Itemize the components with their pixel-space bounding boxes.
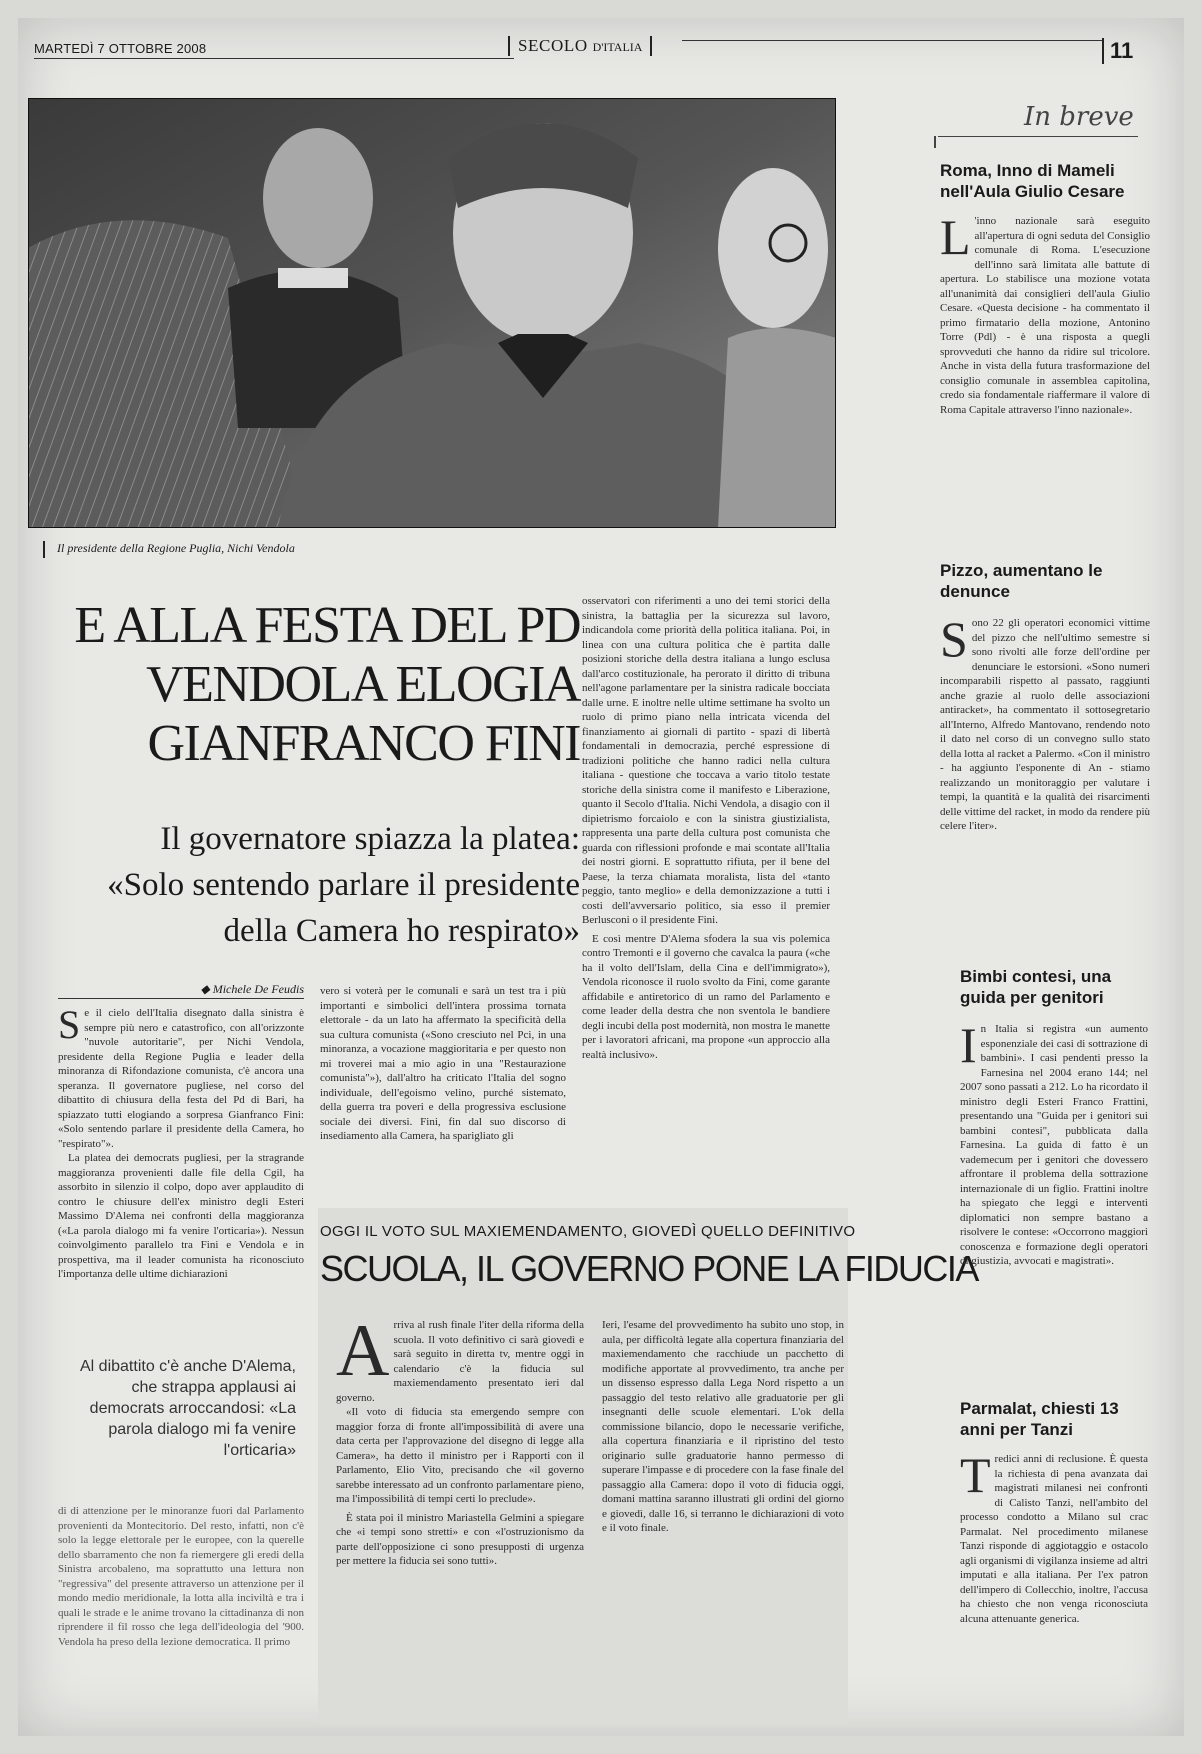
newspaper-page	[18, 18, 1184, 1736]
byline: ◆ Michele De Feudis	[58, 982, 304, 999]
masthead-rule	[34, 58, 514, 59]
brief-body	[940, 214, 1150, 544]
drop-cap: S	[58, 1006, 81, 1047]
article-column-1	[58, 1006, 304, 1328]
sidebar-rule-mark	[934, 136, 936, 148]
article-photo	[28, 98, 836, 528]
column-paragraph: È stata poi il ministro Mariastella Gelmini a spiegare che «i tempi sono stretti» e con «l'ostruzionismo da parte dell'opposizione ci sono presupposti di urgenza per mettere la fiducia sei sono tutti».	[336, 1511, 584, 1567]
column-text: rriva al rush finale l'iter della riforma della scuola. Il voto definitivo ci sarà giovedì e sarà seguito in diretta tv, mentre oggi in calendario c'è la fiducia sul maxiemendamento presentato ieri dal governo.	[336, 1319, 584, 1404]
article-column-3	[582, 594, 830, 1092]
headline-line: GIANFRANCO FINI	[147, 715, 580, 772]
headline-line: VENDOLA ELOGIA	[146, 656, 580, 713]
scuola-headline: SCUOLA, IL GOVERNO PONE LA FIDUCIA	[320, 1248, 978, 1289]
in-breve-label: In breve	[1024, 102, 1134, 132]
drop-cap: L	[940, 214, 971, 265]
article-headline	[28, 596, 580, 773]
column-paragraph: La platea dei democrats pugliesi, per la stragrande maggioranza provenienti dalle file della Cgil, ha assorbito in silenzio il colpo, dopo aver applaudito di contro le chiusure dell'ex ministro degli Esteri Massimo D'Alema nei confronti della maggioranza («La parola dialogo mi fa venire l'orticaria»). Nessun coinvolgimento parallelo tra Fini e Vendola e in prospettiva, ma il leader comunista ha riconosciuto l'importanza delle ultime dichiarazioni	[58, 1152, 304, 1280]
photo-caption: Il presidente della Regione Puglia, Nichi Vendola	[43, 541, 295, 558]
newspaper-name	[508, 36, 652, 56]
column-paragraph: «Il voto di fiducia sta emergendo sempre con maggior forza di fronte all'impossibilità di avere una data certa per l'approvazione del disegno di legge alla Camera», ha detto il ministro per i Rapporti con il Parlamento, Elio Vito, precisando che «il governo sarebbe interessato ad un confronto parlamentare pieno, ma l'impossibilità di tempi certi lo preclude».	[336, 1406, 584, 1505]
pull-quote: Al dibattito c'è anche D'Alema, che strappa applausi ai democrats arroccandosi: «La parola dialogo mi fa venire l'orticaria»	[80, 1358, 296, 1459]
brief-body	[960, 1022, 1148, 1378]
brief-text: n Italia si registra «un aumento esponenziale dei casi di sottrazione di bambini». I casi pendenti presso la Farnesina nel 2004 erano 144; nel 2007 sono passati a 212. Lo ha ricordato il ministro degli Esteri Franco Frattini, presentando una "Guida per i genitori sui bambini contesi", pubblicata dalla Farnesina. La guida di fatto è un vademecum per i genitori che dovessero affrontare il problema della sottrazione internazionale di un figlio. Frattini inoltre ha spiegato che leggi e interventi diplomatici non sempre bastano a risolvere le contese: «Occorrono maggiori conoscenza e formazione degli operatori di giustizia, avvocati e magistrati».	[960, 1023, 1148, 1267]
scuola-column-2: Ieri, l'esame del provvedimento ha subito uno stop, in aula, per difficoltà legate alla copertura finanziaria del maxiemendamento che racchiude un pacchetto di modifiche apportate al provvedimento, tra anche per un dissenso espresso dalla Lega Nord rispetto a un passaggio del testo relativo alle graduatorie per gli insegnanti delle scuole elementari. L'ok della commissione bilancio, dopo le necessarie verifiche, alla copertura finanziaria e il ripristino del testo originario sulle graduatorie hanno permesso di superare l'impasse e di procedere con la fase finale del passaggio alla Camera: dopo il voto di fiducia oggi, domani mattina saranno illustrati gli ordini del giorno e giovedì, dalle 16, si terranno le dichiarazioni di voto e il voto finale.	[602, 1319, 844, 1534]
brief-title: Pizzo, aumentano le denunce	[940, 561, 1103, 601]
drop-cap: S	[940, 616, 968, 667]
article-column-1-continued: di di attenzione per le minoranze fuori dal Parlamento provenienti da Montecitorio. Del resto, infatti, non c'è solo la legge elettorale per le europee, con la querelle dello sbarramento che non fa riemergere gli eredi della Sinistra arcobaleno, ma soprattutto una lettura non "regressiva" del presente attraverso un attenzione per il mondo medio meridionale, la lotta alla inciviltà e tra i quali le strade e le anime trovano la cittadinanza di non riprendere il fil rosso che lega dell'ideologia del '900. Vendola ha preso della lezione democratica. Il primo	[58, 1505, 304, 1648]
column-paragraph: E così mentre D'Alema sfodera la sua vis polemica contro Tremonti e il governo che cavalca la paura («che ha il volto dell'Islam, della Cina e dell'immigrato»), Vendola riconosce il ruolo svolto da Fini, come garante affidabile e antiretorico di un ramo del Parlamento e come leader della destra che non sventola le bandiere degli incubi della post modernità, non mostra le manette per i lavoratori africani, ma propone «un approccio alla realtà inclusivo».	[582, 932, 830, 1061]
brief-body	[940, 616, 1150, 956]
masthead-rule-right	[682, 40, 1102, 41]
subhead-line: «Solo sentendo parlare il presidente	[107, 867, 580, 903]
scuola-column-1	[336, 1318, 584, 1704]
brief-text: 'inno nazionale sarà eseguito all'apertura di ogni seduta del Consiglio comunale di Roma. L'esecuzione dell'inno sarà limitata alle battute di apertura. Lo stabilisce una mozione votata all'unanimità dai consiglieri dell'aula Giulio Cesare. «Questa decisione - ha commentato il primo firmatario della mozione, Antonino Torre (Pdl) - è una risposta a quegli sprovveduti che hanno da ridire sul tricolore. Anche in vista della futura trasformazione del consiglio comunale in assemblea capitolina, credo sia fondamentale riaffermare il valore di Roma Capitale attraverso l'inno nazionale».	[940, 215, 1150, 416]
newspaper-name-main: SECOLO	[518, 36, 588, 55]
brief-title: Bimbi contesi, una guida per genitori	[960, 967, 1112, 1007]
subhead-line: della Camera ho respirato»	[223, 913, 580, 949]
page-number: 11	[1102, 38, 1133, 64]
scuola-kicker: OGGI IL VOTO SUL MAXIEMENDAMENTO, GIOVEDÌ QUELLO DEFINITIVO	[320, 1223, 856, 1240]
newspaper-name-small: D'ITALIA	[592, 40, 643, 54]
drop-cap: T	[960, 1452, 991, 1503]
subhead-line: Il governatore spiazza la platea:	[160, 821, 580, 857]
brief-title: Roma, Inno di Mameli nell'Aula Giulio Cesare	[940, 161, 1125, 201]
brief-text: ono 22 gli operatori economici vittime del pizzo che nell'ultimo semestre si sono rivolti alle forze dell'ordine per denunciare le estorsioni. «Sono numeri incomparabili rispetto al passato, raggiunti anche grazie al ruolo delle associazioni antiracket», ha commentato il sottosegretario all'Interno, Alfredo Mantovano, rendendo noto il dato nel corso di un convegno sullo stato della lotta al racket a Palermo. «Con il ministro - ha aggiunto l'esponente di An - stiamo realizzando un monitoraggio per valutare i tempi, la quantità e la qualità dei risarcimenti delle vittime del racket, in modo da rendere più celere l'iter».	[940, 617, 1150, 832]
article-column-2: vero si voterà per le comunali e sarà un test tra i più importanti e simbolici dell'intera prossima tornata elettorale - da un lato ha affermato la specificità della sua cultura comunista («Sono cresciuto nel Pci, in una minoranza, a vocazione maggioritaria e per questo non mi troverei mai a mio agio in una "Restaurazione comunista"»), dall'altro ha criticato l'Italia del sogno individuale, dell'egoismo velino, purché sistemato, della guerra tra poveri e della progressiva esclusione sociale dei diversi. Fini, fin dal suo discorso di insediamento alla Camera, ha sparigliato gli	[320, 985, 566, 1142]
drop-cap: I	[960, 1022, 977, 1073]
issue-date: MARTEDÌ 7 OTTOBRE 2008	[34, 41, 207, 56]
column-paragraph: osservatori con riferimenti a uno dei temi storici della sinistra, la battaglia per la sicurezza sul lavoro, indicandola come priorità della politica italiana. Poi, in linea con una cultura politica che è partita dalle posizioni storiche della destra italiana a lungo esclusa dall'arco costituzionale, ha perorato il diritto di tribuna nell'agone parlamentare per la sinistra radicale bocciata dalle urne. E inoltre nelle ultime settimane ha svolto un ruolo di primo piano nella intricata vicenda del finanziamento ai giornali di partito - spazi di libertà fondamentali in democrazia, perché espressione di tradizioni politiche che hanno radici nella cultura italiana - questione che toccava a vario titolo testate storiche della sinistra come il manifesto e Liberazione, quanto il Secolo d'Italia. Nichi Vendola, a disagio con il dipietrismo forcaiolo e con la sinistra giustizialista, rappresenta una parte della cultura post comunista che guarda con riflessioni profonde e mai scontate all'Italia dei nostri giorni. E soprattutto rifiuta, per il bene del Paese, la terza chiamata moralista, lista del «tanto peggio, tanto meglio» e della demonizzazione a tutti i costi dell'avversario politico, sia esso il premier Berlusconi o il presidente Fini.	[582, 595, 830, 926]
drop-cap: A	[336, 1318, 390, 1392]
headline-line: E ALLA FESTA DEL PD	[74, 597, 580, 654]
brief-text: redici anni di reclusione. È questa la richiesta di pena avanzata dai magistrati milanesi nei confronti di Calisto Tanzi, nell'ambito del processo condotto a Milano sul crac Parmalat. Nel procedimento milanese Tanzi risponde di aggiotaggio e ostacolo agli organismi di vigilanza insieme ad altri imputati e alla italiana. Per l'ex patron dell'impero di Collecchio, inoltre, l'accusa ha chiesto che non venga riconosciuta alcuna attenuante generica.	[960, 1453, 1148, 1625]
photo-illustration	[28, 98, 836, 528]
brief-title: Parmalat, chiesti 13 anni per Tanzi	[960, 1399, 1119, 1439]
sidebar-rule	[938, 136, 1138, 137]
brief-body	[960, 1452, 1148, 1722]
column-text: e il cielo dell'Italia disegnato dalla sinistra è sempre più nero e catastrofico, con all'orizzonte "nuvole autoritarie", per Nichi Vendola, presidente della Regione Puglia e leader della minoranza di Rifondazione comunista, c'è ancora una speranza. Il governatore pugliese, nel corso del dibattito di chiusura della festa del Pd di Bari, ha spiazzato tutti elogiando a sorpresa Gianfranco Fini: «Solo sentendo parlare il presidente della Camera, ho "respirato"».	[58, 1007, 304, 1150]
article-subhead	[28, 816, 580, 954]
